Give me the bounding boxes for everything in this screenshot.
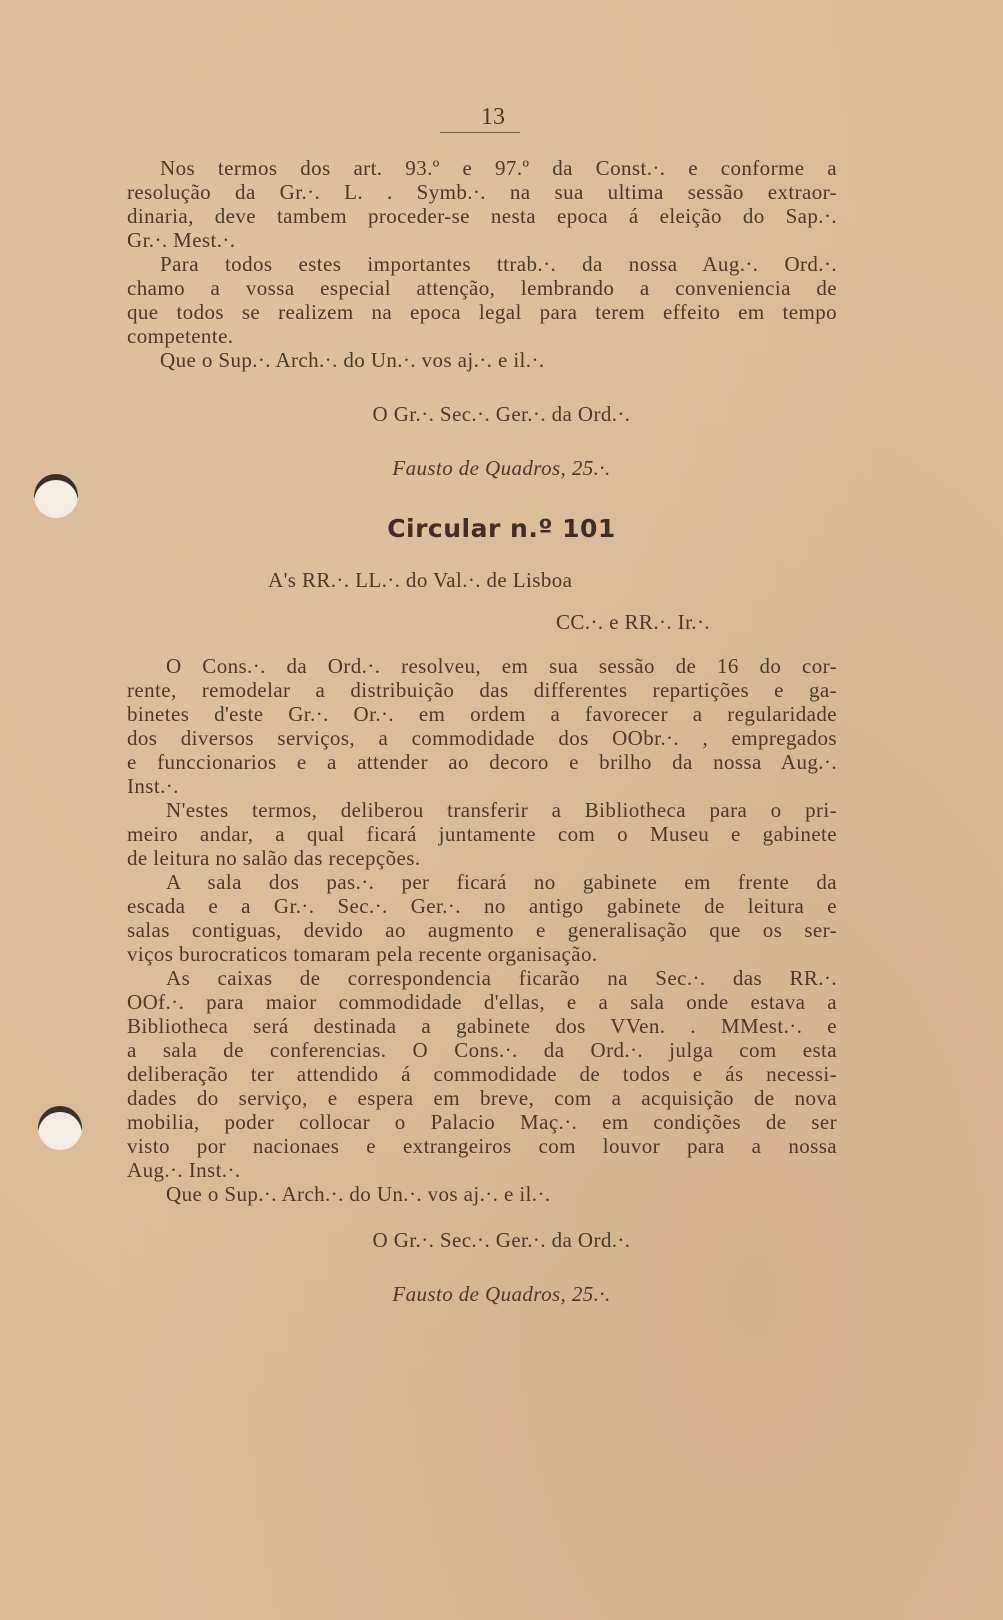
page-number: 13 [481,104,505,130]
text-line: Aug.·. Inst.·. [127,1158,241,1182]
signature-title: O Gr.·. Sec.·. Ger.·. da Ord.·. [372,1228,631,1252]
text-line: A sala dos pas.·. per ficará no gabinete em frente da [166,870,837,894]
text-line: Para todos estes importantes ttrab.·. da nossa Aug.·. Ord.·. [160,252,837,276]
text-line: chamo a vossa especial attenção, lembrando a conveniencia de [127,276,837,300]
signature-name: Fausto de Quadros, 25.·. [392,456,611,480]
text-line: competente. [127,324,234,348]
text-line: Gr.·. Mest.·. [127,228,236,252]
text-line: OOf.·. para maior commodidade d'ellas, e a sala onde estava a [127,990,837,1014]
text-line: Inst.·. [127,774,179,798]
text-line: O Cons.·. da Ord.·. resolveu, em sua sessão de 16 do cor- [166,654,837,678]
addressee-line: A's RR.·. LL.·. do Val.·. de Lisboa [268,568,573,592]
text-line: Bibliotheca será destinada a gabinete dos VVen. . MMest.·. e [127,1014,837,1038]
signature-title: O Gr.·. Sec.·. Ger.·. da Ord.·. [372,402,631,426]
text-line: dades do serviço, e espera em breve, com a acquisição de nova [127,1086,837,1110]
text-line: visto por nacionaes e extrangeiros com louvor para a nossa [127,1134,837,1158]
addressee-line: CC.·. e RR.·. Ir.·. [556,610,711,634]
text-line: mobilia, poder collocar o Palacio Maç.·. em condições de ser [127,1110,837,1134]
text-line: de leitura no salão das recepções. [127,846,421,870]
text-line: que todos se realizem na epoca legal para terem effeito em tempo [127,300,837,324]
text-line: Que o Sup.·. Arch.·. do Un.·. vos aj.·. e il.·. [166,1182,551,1206]
text-line: escada e a Gr.·. Sec.·. Ger.·. no antigo gabinete de leitura e [127,894,837,918]
text-line: a sala de conferencias. O Cons.·. da Ord.·. julga com esta [127,1038,837,1062]
text-line: rente, remodelar a distribuição das differentes repartições e ga- [127,678,837,702]
text-line: binetes d'este Gr.·. Or.·. em ordem a favorecer a regularidade [127,702,837,726]
text-line: deliberação ter attendido á commodidade de todos e ás necessi- [127,1062,837,1086]
text-line: As caixas de correspondencia ficarão na Sec.·. das RR.·. [166,966,837,990]
circular-heading: Circular n.º 101 [387,514,616,543]
text-line: dos diversos serviços, a commodidade dos OObr.·. , empregados [127,726,837,750]
text-line: N'estes termos, deliberou transferir a Bibliotheca para o pri- [166,798,837,822]
text-line: Que o Sup.·. Arch.·. do Un.·. vos aj.·. e il.·. [160,348,545,372]
signature-name: Fausto de Quadros, 25.·. [392,1282,611,1306]
text-line: viços burocraticos tomaram pela recente organisação. [127,942,598,966]
text-line: dinaria, deve tambem proceder-se nesta epoca á eleição do Sap.·. [127,204,837,228]
page-number-rule [440,132,520,133]
text-line: resolução da Gr.·. L. . Symb.·. na sua ultima sessão extraor- [127,180,837,204]
text-line: meiro andar, a qual ficará juntamente com o Museu e gabinete [127,822,837,846]
punch-hole [38,1106,82,1150]
text-line: e funccionarios e a attender ao decoro e brilho da nossa Aug.·. [127,750,837,774]
text-line: salas contiguas, devido ao augmento e generalisação que os ser- [127,918,837,942]
punch-hole [34,474,78,518]
text-line: Nos termos dos art. 93.º e 97.º da Const.·. e conforme a [160,156,837,180]
